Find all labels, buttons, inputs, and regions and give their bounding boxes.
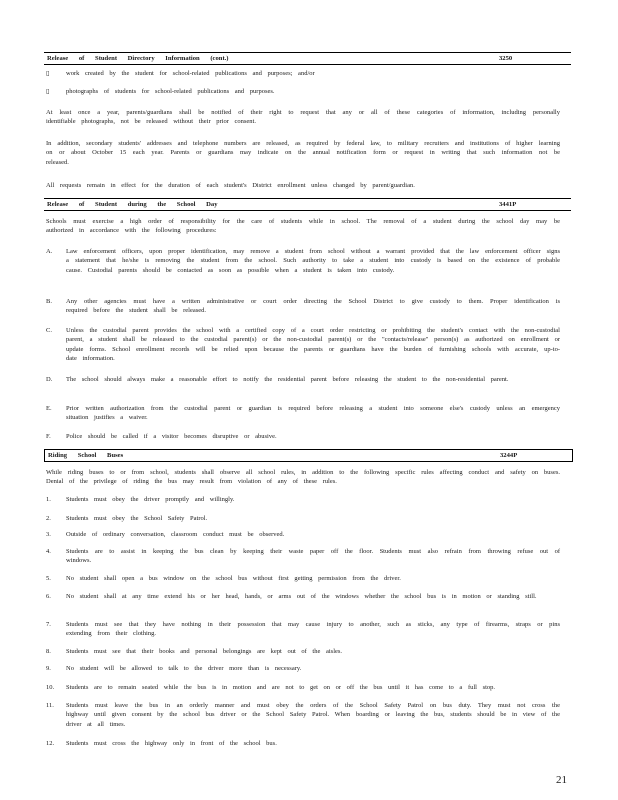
rule-text: No student shall at any time extend his or her head, hands, or arms out of the windows whether the school bus is in motion or standing still. bbox=[66, 593, 537, 600]
rule-number: 1. bbox=[46, 496, 51, 503]
section-title: Riding School Buses bbox=[48, 452, 124, 459]
paragraph: In addition, secondary students' addresses and telephone numbers are released, as required by federal law, to military recruiters and institutions of higher learning on or about October 15 each year. Parents or guardians may indicate on the annual notification form or request in writing that such information not be released. bbox=[46, 140, 560, 166]
bullet-item bbox=[46, 69, 560, 78]
list-marker: C. bbox=[46, 327, 52, 334]
rule-number: 12. bbox=[46, 740, 55, 747]
rule-number: 6. bbox=[46, 593, 51, 600]
rule-text: Students must cross the highway only in front of the school bus. bbox=[66, 740, 277, 747]
policy-code: 3441P bbox=[499, 201, 517, 208]
section-title: Release of Student Directory Information (cont.) bbox=[47, 55, 229, 62]
rule-text: Outside of ordinary conversation, classroom conduct must be observed. bbox=[66, 531, 285, 538]
rule-text: No student will be allowed to talk to the driver more than is necessary. bbox=[66, 665, 302, 672]
policy-code: 3244P bbox=[500, 452, 518, 459]
list-text: Law enforcement officers, upon proper identification, may remove a student from school without a warrant provided that the law enforcement officer signs a statement that he/she is removing the student from the school. Such authority to take a student into custody is based on the existence of probable cause. Custodial parents should be contacted as soon as possible when a student is taken into custody. bbox=[66, 248, 560, 274]
list-text: Prior written authorization from the custodial parent or guardian is required before releasing a student into someone else's custody unless an emergency situation justifies a waiver. bbox=[66, 405, 560, 422]
paragraph: At least once a year, parents/guardians shall be notified of their right to request that any or all of these categories of information, including personally identifiable photographs, not be released without their prior consent. bbox=[46, 109, 560, 126]
rule-number: 3. bbox=[46, 531, 51, 538]
list-item bbox=[46, 375, 560, 384]
rule-item bbox=[46, 683, 560, 692]
rule-number: 2. bbox=[46, 515, 51, 522]
list-text: Police should be called if a visitor becomes disruptive or abusive. bbox=[66, 433, 277, 440]
rule-text: No student shall open a bus window on the school bus without first getting permission from the driver. bbox=[66, 575, 401, 582]
rule-number: 4. bbox=[46, 548, 51, 555]
list-marker: D. bbox=[46, 376, 53, 383]
list-text: Unless the custodial parent provides the school with a certified copy of a court order restricting or prohibiting the student's contact with the non-custodial parent, a student shall be released to the custodial parent(s) or the non-custodial parent(s) or the "contacts/release" person(s) as authorized on enrollment or update forms. School enrollment records will be relied upon because the parents or guardians have the burden of furnishing schools with accurate, up-to-date information. bbox=[66, 327, 560, 362]
rule-number: 5. bbox=[46, 575, 51, 582]
rule-item bbox=[46, 592, 560, 601]
page-number: 21 bbox=[556, 774, 567, 786]
rule-item bbox=[46, 547, 560, 566]
list-marker: E. bbox=[46, 405, 52, 412]
list-item bbox=[46, 326, 560, 363]
rule-number: 7. bbox=[46, 621, 51, 628]
section-title: Release of Student during the School Day bbox=[47, 201, 218, 208]
bullet-text: photographs of students for school-related publications and purposes. bbox=[66, 88, 275, 95]
rule-text: Students are to assist in keeping the bus clean by keeping their waste paper off the floor. Students must also refrain from throwing refuse out of windows. bbox=[66, 548, 560, 565]
rule-item bbox=[46, 574, 560, 583]
section-header bbox=[44, 449, 573, 462]
bullet-text: work created by the student for school-related publications and purposes; and/or bbox=[66, 70, 315, 77]
rule-text: Students must leave the bus in an orderly manner and must obey the orders of the School Safety Patrol on bus duty. They must not cross the highway until given consent by the school bus driver or the School Safety Patrol. When boarding or leaving the bus, students should be in view of the driver at all times. bbox=[66, 702, 560, 728]
paragraph: Schools must exercise a high order of responsibility for the care of students while in school. The removal of a student during the school day may be authorized in accordance with the following procedures: bbox=[46, 218, 560, 235]
list-marker: A. bbox=[46, 248, 53, 255]
list-item bbox=[46, 297, 560, 316]
rule-item bbox=[46, 495, 560, 504]
rule-item bbox=[46, 514, 560, 523]
list-item bbox=[46, 247, 560, 275]
list-text: Any other agencies must have a written administrative or court order directing the School District to give custody to them. Proper identification is required before the student shall be released. bbox=[66, 298, 560, 315]
policy-code: 3250 bbox=[499, 55, 513, 62]
list-marker: F. bbox=[46, 433, 51, 440]
rule-item bbox=[46, 647, 560, 656]
rule-text: Students must see that they have nothing in their possession that may cause injury to another, such as sticks, any type of firearms, straps or pins extending from their clothing. bbox=[66, 621, 560, 638]
rule-number: 11. bbox=[46, 702, 54, 709]
rule-text: Students must obey the School Safety Patrol. bbox=[66, 515, 208, 522]
list-item bbox=[46, 432, 560, 441]
rule-text: Students must see that their books and personal belongings are kept out of the aisles. bbox=[66, 648, 343, 655]
rule-text: Students are to remain seated while the bus is in motion and are not to get on or off the bus until it has come to a full stop. bbox=[66, 684, 496, 691]
paragraph: While riding buses to or from school, students shall observe all school rules, in addition to the following specific rules affecting conduct and safety on buses. Denial of the privilege of riding the bus may result from violation of any of these rules. bbox=[46, 469, 560, 486]
rule-item bbox=[46, 664, 560, 673]
paragraph: All requests remain in effect for the duration of each student's District enrollment unless changed by parent/guardian. bbox=[46, 182, 415, 189]
list-text: The school should always make a reasonable effort to notify the residential parent before releasing the student to the non-residential parent. bbox=[66, 376, 509, 383]
bullet-mark: ▯ bbox=[46, 88, 50, 95]
rule-item bbox=[46, 701, 560, 729]
rule-number: 9. bbox=[46, 665, 51, 672]
section-header bbox=[44, 52, 571, 65]
rule-item bbox=[46, 620, 560, 639]
list-item bbox=[46, 404, 560, 423]
rule-item bbox=[46, 530, 560, 539]
list-marker: B. bbox=[46, 298, 52, 305]
section-header bbox=[44, 198, 571, 211]
bullet-mark: ▯ bbox=[46, 70, 50, 77]
rule-number: 8. bbox=[46, 648, 51, 655]
bullet-item bbox=[46, 87, 560, 96]
rule-text: Students must obey the driver promptly and willingly. bbox=[66, 496, 235, 503]
rule-item bbox=[46, 739, 560, 748]
rule-number: 10. bbox=[46, 684, 55, 691]
